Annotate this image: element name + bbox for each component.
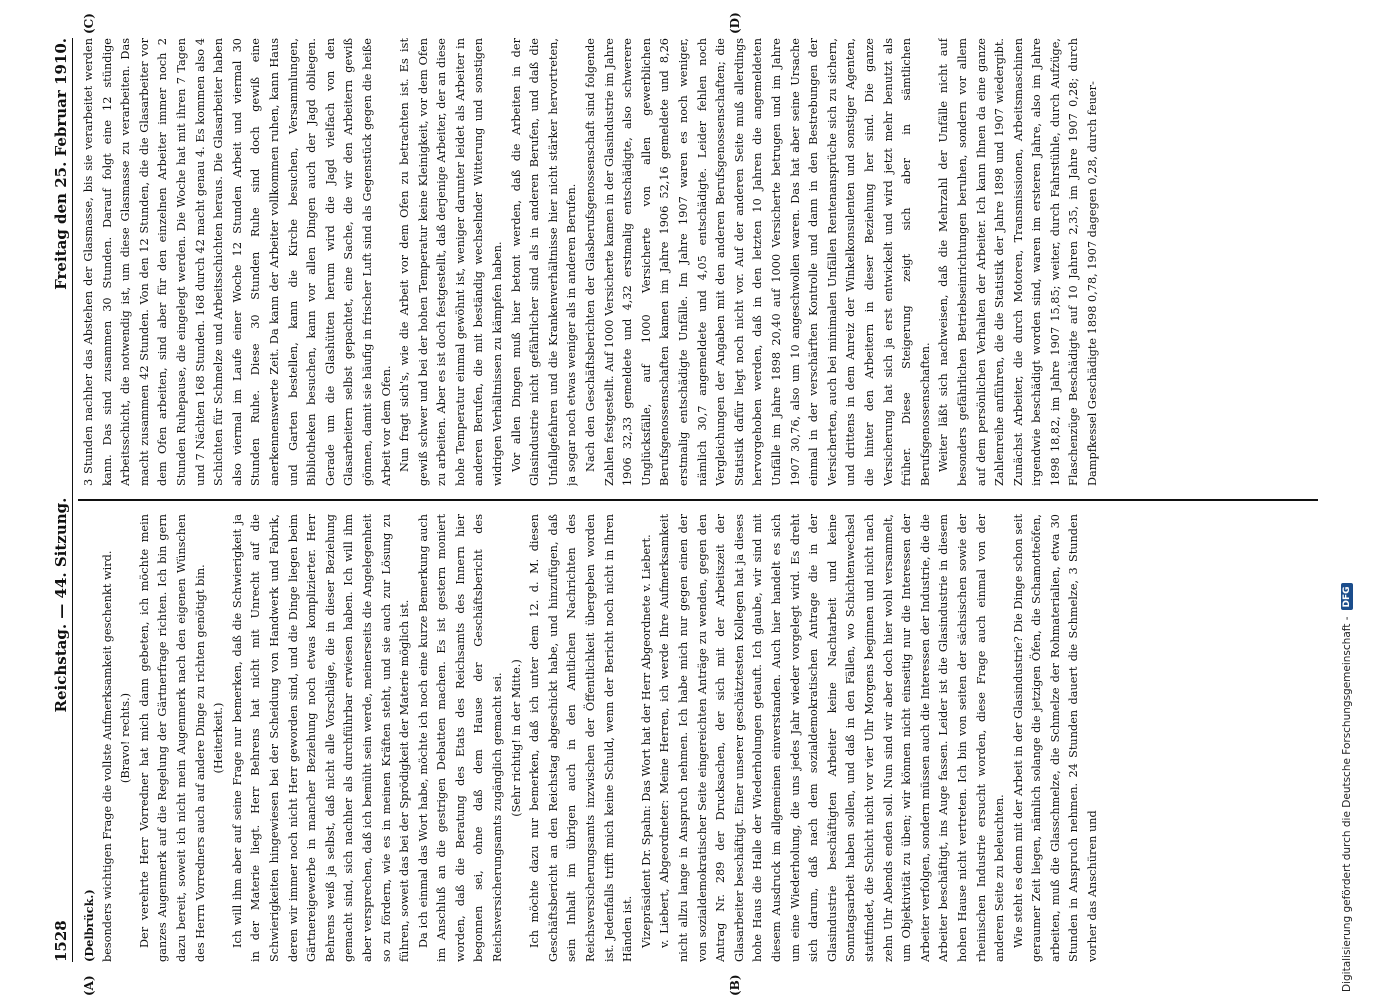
- left-paragraph: Vizepräsident Dr. Spahn: Das Wort hat der Herr Abgeordnete v. Liebert.: [639, 534, 653, 948]
- right-text-column: [80, 38, 1300, 486]
- left-paragraph: (Sehr richtig! in der Mitte.): [509, 659, 523, 817]
- digitization-credit: [1337, 8, 1361, 992]
- margin-marker-d: (D): [728, 12, 742, 34]
- right-paragraph: Nach den Geschäftsberichten der Glasberufsgenossenschaft sind folgende Zahlen festgestellt. Auf 1000 Versicherte kamen in der Glasindustrie im Jahre 1906 32,33 gemeldete und 4,32 erstmalig entschädigte, also schwerere Unglücksfälle, auf 1000 Versicherte von allen gewerblichen Berufsgenossenschaften kamen im Jahre 1906 52,16 gemeldete und 8,26 erstmalig entschädigte Unfälle. Im Jahre 1907 waren es noch weniger, nämlich 30,7 angemeldete und 4,05 entschädigte. Leider fehlen noch Vergleichungen der Angaben mit den anderen Berufsgenossenschaften; die Statistik dafür liegt noch nicht vor. Auf der anderen Seite muß allerdings hervorgehoben werden, daß in den letzten 10 Jahren die angemeldeten Unfälle im Jahre 1898 20,40 auf 1000 Versicherte betrugen und im Jahre 1907 30,76, also um 10 angeschwollen waren. Das hat aber seine Ursache einmal in der verschärften Kontrolle und dann in den Bestrebungen der Versicherten, auch bei minimalen Unfällen Rentenansprüche sich zu sichern, und drittens in dem Anreiz der Winkelkonsulenten und sonstiger Agenten, die hinter den Arbeitern in dieser Beziehung her sind. Die ganze Versicherung hat sich ja erst entwickelt und wird jetzt mehr benutzt als früher. Diese Steigerung zeigt sich aber in sämtlichen Berufsgenossenschaften.: [584, 38, 932, 486]
- credit-text: Digitalisierung gefördert durch die Deutsche Forschungsgemeinschaft -: [1341, 616, 1353, 992]
- right-paragraph: Vor allen Dingen muß hier betont werden, daß die Arbeiten in der Glasindustrie nicht gefährlicher sind als in anderen Berufen, und daß die Unfallgefahren und die Krankenverhältnisse hier nicht stärker hervortreten, ja sogar noch etwas weniger als in anderen Berufen.: [509, 38, 579, 486]
- left-paragraph: Ich möchte dazu nur bemerken, daß ich unter dem 12. d. M. diesen Geschäftsbericht an den Reichstag abgeschickt habe, und hinzufügen, daß sein Inhalt im übrigen auch in den Amtlichen Nachrichten des Reichsversicherungsamts inzwischen der Öffentlichkeit übergeben worden ist. Jedenfalls trifft mich keine Schuld, wenn der Bericht noch nicht in Ihren Händen ist.: [528, 514, 635, 962]
- left-paragraph: (Bravo! rechts.): [119, 692, 133, 784]
- left-paragraph: Der verehrte Herr Vorredner hat mich dann gebeten, ich möchte mein ganzes Augenmerk auf die Regelung der Gärtnerfrage richten. Ich bin gern dazu bereit, soweit ich nicht mein Augenmerk nach den eigenen Wünschen des Herrn Vorredners auch auf andere Dinge zu richten genötigt bin.: [137, 514, 207, 962]
- dfg-logo: DFG: [1341, 583, 1353, 610]
- session-title: Reichstag. — 44. Sitzung.: [52, 497, 70, 713]
- left-paragraph: Ich will ihm aber auf seine Frage nur bemerken, daß die Schwierigkeit ja in der Materie liegt. Herr Behrens hat nicht mit Unrecht auf die Schwierigkeiten hingewiesen bei der Scheidung von Handwerk und Fabrik, deren wir immer noch nicht Herr geworden sind, und die Dinge liegen beim Gärtnereigewerbe in mancher Beziehung noch etwas komplizierter. Herr Behrens weiß ja selbst, daß nicht alle Vorschläge, die in dieser Beziehung gemacht sind, sich nachher als durchführbar erwiesen haben. Ich will ihm aber versprechen, daß ich bemüht sein werde, meinerseits die Angelegenheit so zu fördern, wie es in meinen Kräften steht, und sie auch zur Lösung zu führen, soweit das bei der Sprödigkeit der Materie möglich ist.: [230, 514, 412, 962]
- left-paragraph: Da ich einmal das Wort habe, möchte ich noch eine kurze Bemerkung auch im Anschluß an die gestrigen Debatten machen. Es ist gestern moniert worden, daß die Beratung des Etats des Reichsamts des Innern hier begonnen sei, ohne daß dem Hause der Geschäftsbericht des Reichsversicherungsamts zugänglich gemacht sei.: [416, 514, 505, 962]
- left-paragraph: besonders wichtigen Frage die vollste Aufmerksamkeit geschenkt wird.: [100, 550, 114, 962]
- margin-marker-c: (C): [82, 13, 96, 34]
- left-paragraph: v. Liebert, Abgeordneter: Meine Herren, ich werde Ihre Aufmerksamkeit nicht allzu lange in Anspruch nehmen. Ich habe mich nur gegen einen der von sozialdemokratischer Seite eingereichten Anträge zu wenden, gegen den Antrag Nr. 289 der Drucksachen, der sich mit der Arbeitszeit der Glasarbeiter beschäftigt. Einer unserer geschätztesten Kollegen hat ja dieses hohe Haus die Halle der Wiederholungen getauft. Ich glaube, wir sind mit diesem Ausdruck im allgemeinen einverstanden. Auch hier handelt es sich um eine Wiederholung, die uns jedes Jahr wieder vorgelegt wird. Es dreht sich darum, daß nach dem sozialdemokratischen Antrage die in der Glasindustrie beschäftigten Arbeiter keine Nachtarbeit und keine Sonntagsarbeit haben sollen, und daß in den Fällen, wo Schichtenwechsel stattfindet, die Schicht nicht vor vier Uhr Morgens beginnen und nicht nach zehn Uhr Abends enden soll. Nun sind wir aber doch hier wohl versammelt, um Objektivität zu üben; wir können nicht einseitig nur die Interessen der Arbeiter verfolgen, sondern müssen auch die Interessen der Industrie, die die Arbeiter beschäftigt, ins Auge fassen. Leider ist die Glasindustrie in diesem hohen Hause nicht vertreten. Ich bin von seiten der sächsischen sowie der rheinischen Industrie ersucht worden, diese Frage auch einmal von der anderen Seite zu beleuchten.: [658, 514, 1007, 962]
- left-text-column: [80, 514, 1300, 962]
- right-paragraph: 3 Stunden nachher das Abstehen der Glasmasse, bis sie verarbeitet werden kann. Das sind zusammen 30 Stunden. Darauf folgt eine 12 stündige Arbeitsschicht, die notwendig ist, um diese Glasmasse zu verarbeiten. Das macht zusammen 42 Stunden. Von den 12 Stunden, die die Glasarbeiter vor dem Ofen arbeiten, sind aber für den einzelnen Arbeiter immer noch 2 Stunden Ruhepause, die eingelegt werden. Die Woche hat mit ihren 7 Tagen und 7 Nächten 168 Stunden. 168 durch 42 macht genau 4. Es kommen also 4 Schichten für Schmelze und Arbeitsschichten heraus. Die Glasarbeiter haben also viermal im Laufe einer Woche 12 Stunden Arbeit und viermal 30 Stunden Ruhe. Diese 30 Stunden Ruhe sind doch gewiß eine anerkennenswerte Zeit. Da kann der Arbeiter vollkommen ruhen, kann Haus und Garten bestellen, kann die Kirche besuchen, Versammlungen, Bibliotheken besuchen, kann vor allen Dingen auch der Jagd obliegen. Gerade um die Glashütten herum wird die Jagd vielfach von den Glasarbeitern selbst gepachtet, eine Sache, die wir den Arbeitern gewiß gönnen, damit sie häufig in frischer Luft sind als Gegenstück gegen die heiße Arbeit vor dem Ofen.: [82, 38, 393, 486]
- left-paragraph: (Delbrück.): [82, 889, 96, 962]
- margin-marker-a: (A): [82, 975, 96, 996]
- margin-marker-b: (B): [728, 974, 742, 996]
- column-divider: [78, 499, 1318, 501]
- right-paragraph: Nun fragt sich's, wie die Arbeit vor dem Ofen zu betrachten ist. Es ist gewiß schwer und bei der hohen Temperatur keine Kleinigkeit, vor dem Ofen zu arbeiten. Aber es ist doch festgestellt, daß derjenige Arbeiter, der an diese hohe Temperatur einmal gewöhnt ist, weniger darunter leidet als Arbeiter in anderen Berufen, die mit beständig wechselnder Witterung und sonstigen widrigen Verhältnissen zu kämpfen haben.: [398, 38, 505, 486]
- session-date: Freitag den 25. Februar 1910.: [52, 38, 70, 290]
- right-paragraph: Weiter läßt sich nachweisen, daß die Mehrzahl der Unfälle nicht auf besonders gefährlichen Betriebseinrichtungen beruhen, sondern vor allem auf dem persönlichen Verhalten der Arbeiter. Ich kann Ihnen da eine ganze Zahlenreihe anführen, die die Statistik der Jahre 1898 und 1907 wiedergibt. Zunächst Arbeiter, die durch Motoren, Transmissionen, Arbeitsmaschinen irgendwie beschädigt worden sind, waren im ersteren Jahre, also im Jahre 1898 18,82, im Jahre 1907 15,85; weiter, durch Fahrstühle, durch Aufzüge, Flaschenzüge Beschädigte auf 10 Jahren 2,35, im Jahre 1907 0,28; durch Dampfkessel Geschädigte 1898 0,78, 1907 dagegen 0,28, durch feuer-: [937, 38, 1100, 486]
- page-number: 1528: [52, 920, 70, 962]
- left-paragraph: Wie steht es denn mit der Arbeit in der Glasindustrie? Die Dinge schon seit geraumer Zeit liegen, nämlich solange die jetzigen Öfen, die Schamotteöfen, arbeiten, muß die Glasschmelze, die Schmelze der Rohmaterialien, etwa 30 Stunden in Anspruch nehmen. 24 Stunden dauert die Schmelze, 3 Stunden vorher das Anschüren und: [1011, 514, 1100, 962]
- left-paragraph: (Heiterkeit.): [212, 702, 226, 774]
- page-header: [48, 38, 70, 962]
- header-rule: [72, 38, 73, 962]
